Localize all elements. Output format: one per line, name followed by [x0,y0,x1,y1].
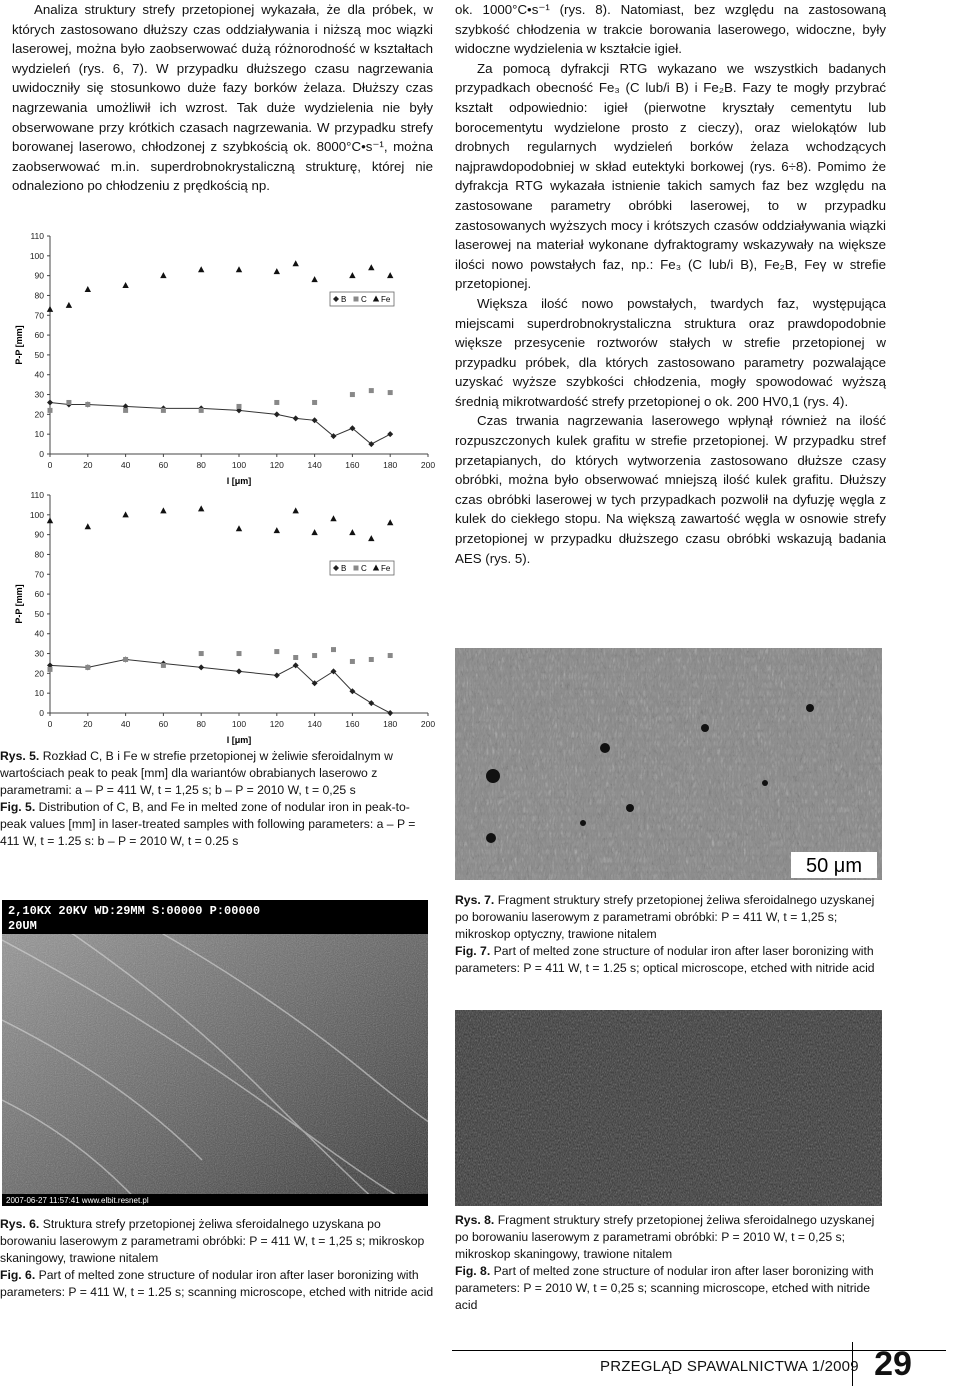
fig8-pl-text: Fragment struktury strefy przetopionej żeliwa sferoidalnego uzyskanej po borowaniu laserowym z parametrami obróbki: P = 2010 W, t = 0,25 s; mikroskop skaningowy, trawione nitalem [455,1213,875,1261]
fig5-pl-text: Rozkład C, B i Fe w strefie przetopionej w żeliwie sferoidalnym w wartościach peak to peak [mm] dla wariantów obrabianych laserowo z parametrami: a – P = 411 W, t = 1,25 s; b – P = 2010 W, t = 0,25 s [0,749,393,797]
chart-panel-a [0,228,440,488]
x-tick-label: 20 [83,460,93,470]
page-number: 29 [852,1342,933,1386]
data-point-Fe [274,527,280,533]
data-point-Fe [85,286,91,292]
fig7-pl-label: Rys. 7. [455,893,495,907]
data-point-C [123,408,128,413]
data-point-Fe [311,276,317,282]
data-point-B [198,664,204,670]
x-tick-label: 100 [231,460,247,470]
y-tick-label: 0 [39,708,44,718]
data-point-Fe [349,529,355,535]
data-point-C [85,665,90,670]
fig6-pl-label: Rys. 6. [0,1217,40,1231]
fig7-texture [455,648,882,880]
data-point-Fe [387,272,393,278]
data-point-B [387,431,393,437]
data-point-B [387,710,393,716]
data-point-Fe [387,519,393,525]
x-tick-label: 20 [83,719,93,729]
y-tick-label: 0 [39,449,44,459]
data-point-C [199,408,204,413]
fig5-caption [0,748,436,850]
y-tick-label: 90 [34,529,44,540]
data-point-Fe [274,268,280,274]
data-point-Fe [66,302,72,308]
legend-marker-C [354,566,359,571]
y-tick-label: 110 [30,231,44,241]
data-point-C [369,657,374,662]
x-tick-label: 200 [420,719,436,729]
fig6-overlay-top-2: 20UM [8,919,37,933]
y-tick-label: 80 [34,549,44,560]
x-tick-label: 40 [120,719,131,729]
right-paragraph-3: Większa ilość nowo powstałych, twardych faz, występująca miejscami superdrobnokrystaliczna struktura oraz prawdopodobnie większe przesycenie roztworów stałych w strefie przetopionej w przypadku próbek, dla których zastosowano parametry pozwalające uzyskać wyższe szybkości chłodzenia, mogły spowodować wyższą średnią mikrotwardość strefy przetopionej o ok. 200 HV0,1 (rys. 4). [455,295,886,409]
x-tick-label: 0 [47,460,53,470]
chart-a-svg [0,228,440,488]
x-tick-label: 60 [158,460,169,470]
x-tick-label: 140 [307,719,322,729]
x-tick-label: 60 [158,719,169,729]
data-point-Fe [311,529,317,535]
fig7-optical-micrograph [455,648,882,880]
y-tick-label: 70 [34,310,44,321]
data-point-Fe [122,282,128,288]
data-point-Fe [293,507,299,513]
legend-marker-C [354,297,359,302]
fig5-en-label: Fig. 5. [0,800,36,814]
x-tick-label: 120 [269,460,284,470]
y-tick-label: 40 [34,628,44,639]
fig7-scale-bar: 50 μm [806,855,862,877]
legend-label-C: C [361,295,367,304]
data-point-Fe [85,523,91,529]
data-point-Fe [122,511,128,517]
data-point-B [236,668,242,674]
legend-label-B: B [341,564,347,573]
data-point-B [293,415,299,421]
data-point-C [237,651,242,656]
data-point-C [369,388,374,393]
x-tick-label: 160 [345,719,360,729]
fig8-pl-label: Rys. 8. [455,1213,495,1227]
data-point-Fe [198,505,204,511]
data-point-C [48,408,53,413]
y-tick-label: 90 [34,270,44,281]
data-point-B [274,672,280,678]
fig7-en-text: Part of melted zone structure of nodular iron after laser boronizing with parameters: P = 411 W, t = 1.25 s; optical microscope, etched with nitride acid [455,944,875,975]
data-point-C [312,653,317,658]
y-tick-label: 40 [34,369,44,380]
data-point-Fe [236,266,242,272]
fig6-texture [2,900,428,1206]
data-point-C [161,408,166,413]
x-tick-label: 200 [420,460,436,470]
x-axis-label: l [μm] [226,476,252,486]
data-point-Fe [293,260,299,266]
data-point-C [293,655,298,660]
fig6-en-text: Part of melted zone structure of nodular iron after laser boronizing with parameters: P = 411 W, t = 1.25 s; scanning microscope, etched with nitride acid [0,1268,434,1299]
legend-label-Fe: Fe [381,564,391,573]
legend-label-Fe: Fe [381,295,391,304]
fig7-pl-text: Fragment struktury strefy przetopionej żeliwa sferoidalnego uzyskanej po borowaniu laserowym z parametrami obróbki: P = 411 W, t = 1,25 s; mikroskop optyczny, trawione nitalem [455,893,875,941]
x-tick-label: 120 [269,719,284,729]
x-tick-label: 0 [47,719,53,729]
data-point-C [237,404,242,409]
fig7-caption [455,892,887,977]
fig5-en-text: Distribution of C, B, and Fe in melted zone of nodular iron in peak-to-peak values [mm] in laser-treated samples with following parameters: a – P = 411 W, t = 1.25 s: b – P = 2010 W, t = 0.25 s [0,800,416,848]
left-paragraph: Analiza struktury strefy przetopionej wykazała, że dla próbek, w których zastosowano dłuższy czas oddziaływania i niższą moc wiązki laserowej, można było zaobserwować dużą różnorodność w kształtach wydzieleń (rys. 6, 7). W przypadku dłuższego czasu nagrzewania uwidoczniły się stosunkowo duże fazy borków żelaza. Dłuższy czas nagrzewania umożliwił ich wzrost. Tak duże wydzielenia nie były obserwowane przy krótkich czasach nagrzewania. W przypadku strefy borowanej laserowo, chłodzonej z szybkością ok. 8000°C•s⁻¹, można zaobserwować m.in. superdrobnokrystaliczną strukturę, której nie odnaleziono po chłodzeniu z prędkością np. [12,2,433,194]
fig8-texture [455,1010,882,1206]
y-tick-label: 30 [34,389,44,400]
right-column-text [455,0,886,568]
x-tick-label: 180 [383,719,398,729]
data-point-Fe [368,264,374,270]
fig6-sem-micrograph [2,900,428,1206]
x-tick-label: 160 [345,460,360,470]
data-point-C [331,647,336,652]
fig8-sem-micrograph [455,1010,882,1206]
fig6-overlay-bottom: 2007-06-27 11:57:41 www.elbit.resnet.pl [6,1196,149,1205]
chart-legend [330,292,394,306]
y-tick-label: 70 [34,569,44,580]
x-tick-label: 80 [196,719,206,729]
chart-b-svg [0,487,440,747]
x-tick-label: 140 [307,460,322,470]
data-point-B [274,411,280,417]
journal-name: PRZEGLĄD SPAWALNICTWA 1/2009 [600,1358,859,1375]
y-axis-label: P-P [mm] [14,325,24,365]
fig8-en-text: Part of melted zone structure of nodular iron after laser boronizing with parameters: P = 2010 W, t = 0,25 s; scanning microscope, etched with nitride acid [455,1264,874,1312]
data-point-Fe [47,517,53,523]
chart-panel-b [0,487,440,747]
data-point-C [161,663,166,668]
data-point-C [388,653,393,658]
legend-label-B: B [341,295,347,304]
x-tick-label: 80 [196,460,206,470]
fig6-en-label: Fig. 6. [0,1268,36,1282]
fig6-caption [0,1216,436,1301]
fig6-overlay-top-1: 2,10KX 20KV WD:29MM S:00000 P:00000 [8,904,261,918]
data-point-C [48,667,53,672]
data-point-C [274,400,279,405]
series-line-B [50,659,390,713]
data-point-C [312,400,317,405]
fig8-caption [455,1212,887,1314]
left-column-text [12,0,433,196]
fig5-pl-label: Rys. 5. [0,749,40,763]
y-tick-label: 10 [34,429,44,440]
y-tick-label: 50 [34,608,44,619]
data-point-C [274,649,279,654]
series-line-B [50,402,390,444]
y-tick-label: 60 [34,589,44,600]
legend-label-C: C [361,564,367,573]
data-point-C [85,402,90,407]
y-axis-label: P-P [mm] [14,584,24,624]
fig6-pl-text: Struktura strefy przetopionej żeliwa sferoidalnego uzyskana po borowaniu laserowym z parametrami obróbki: P = 411 W, t = 1,25 s; mikroskop skaningowy, trawione nitalem [0,1217,425,1265]
data-point-Fe [349,272,355,278]
y-tick-label: 20 [34,668,44,679]
y-tick-label: 30 [34,648,44,659]
data-point-C [388,390,393,395]
fig7-en-label: Fig. 7. [455,944,491,958]
data-point-Fe [330,515,336,521]
y-tick-label: 50 [34,349,44,360]
y-tick-label: 60 [34,330,44,341]
data-point-Fe [160,272,166,278]
data-point-B [368,700,374,706]
y-tick-label: 10 [34,688,44,699]
chart-legend [330,561,394,575]
right-paragraph-4: Czas trwania nagrzewania laserowego wpłynął również na ilość rozpuszczonych kulek grafitu w strefie przetopionej. W przypadku stref przetapianych, do których wytworzenia zastosowano dłuższe czasy obróbki, można było obserwować mniejszą ilość kulek grafitu. Dłuższy czas obróbki laserowej w tych przypadkach pozwolił na dyfuzję węgla z kulek do ciekłego stopu. Na większą zawartość węgla w osnowie strefy przetopionej w przypadku dłuższego czasu obróbki wskazują badania AES (rys. 5). [455,413,886,566]
right-paragraph-1: ok. 1000°C•s⁻¹ (rys. 8). Natomiast, bez względu na zastosowaną szybkość chłodzenia w trakcie borowania laserowego, widoczne, były widoczne wydzielenia w kształcie igieł. [455,2,886,57]
x-tick-label: 40 [120,460,131,470]
y-tick-label: 20 [34,409,44,420]
data-point-Fe [368,535,374,541]
x-tick-label: 100 [231,719,247,729]
data-point-C [199,651,204,656]
data-point-Fe [236,525,242,531]
data-point-C [123,657,128,662]
data-point-Fe [198,266,204,272]
data-point-Fe [160,507,166,513]
data-point-C [350,392,355,397]
data-point-B [47,399,53,405]
fig8-en-label: Fig. 8. [455,1264,491,1278]
data-point-Fe [47,306,53,312]
y-tick-label: 100 [29,250,44,261]
x-axis-label: l [μm] [226,735,252,745]
y-tick-label: 80 [34,290,44,301]
x-tick-label: 180 [383,460,398,470]
y-tick-label: 100 [29,509,44,520]
data-point-C [350,659,355,664]
data-point-C [66,400,71,405]
right-paragraph-2: Za pomocą dyfrakcji RTG wykazano we wszystkich badanych przypadkach obecność Fe₃ (C lub/i B) i Fe₂B. Fazy te mogły przybrać kształt odpowiednio: igieł (pierwotne kryształy cementytu lub borocementytu wydzielone prosto z cieczy), oraz wielokątów lub drobnych regularnych wydzieleń borków żelaza wchodzących najprawdopodobniej w skład eutektyki borkowej (rys. 6÷8). Pomimo że dyfrakcja RTG wykazała istnienie takich samych faz bez względu na zastosowane parametry obróbki laserowej, to w przypadku zastosowanych wyższych mocy i krótszych czasów oddziaływania wiązki laserowej na materiał wykonane dyfraktogramy wskazywały na większe ilości nowo powstałych faz, np.: Fe₃ (C lub/i B), Fe₂B, Feγ w strefie przetopionej. [455,60,886,292]
y-tick-label: 110 [30,490,44,500]
